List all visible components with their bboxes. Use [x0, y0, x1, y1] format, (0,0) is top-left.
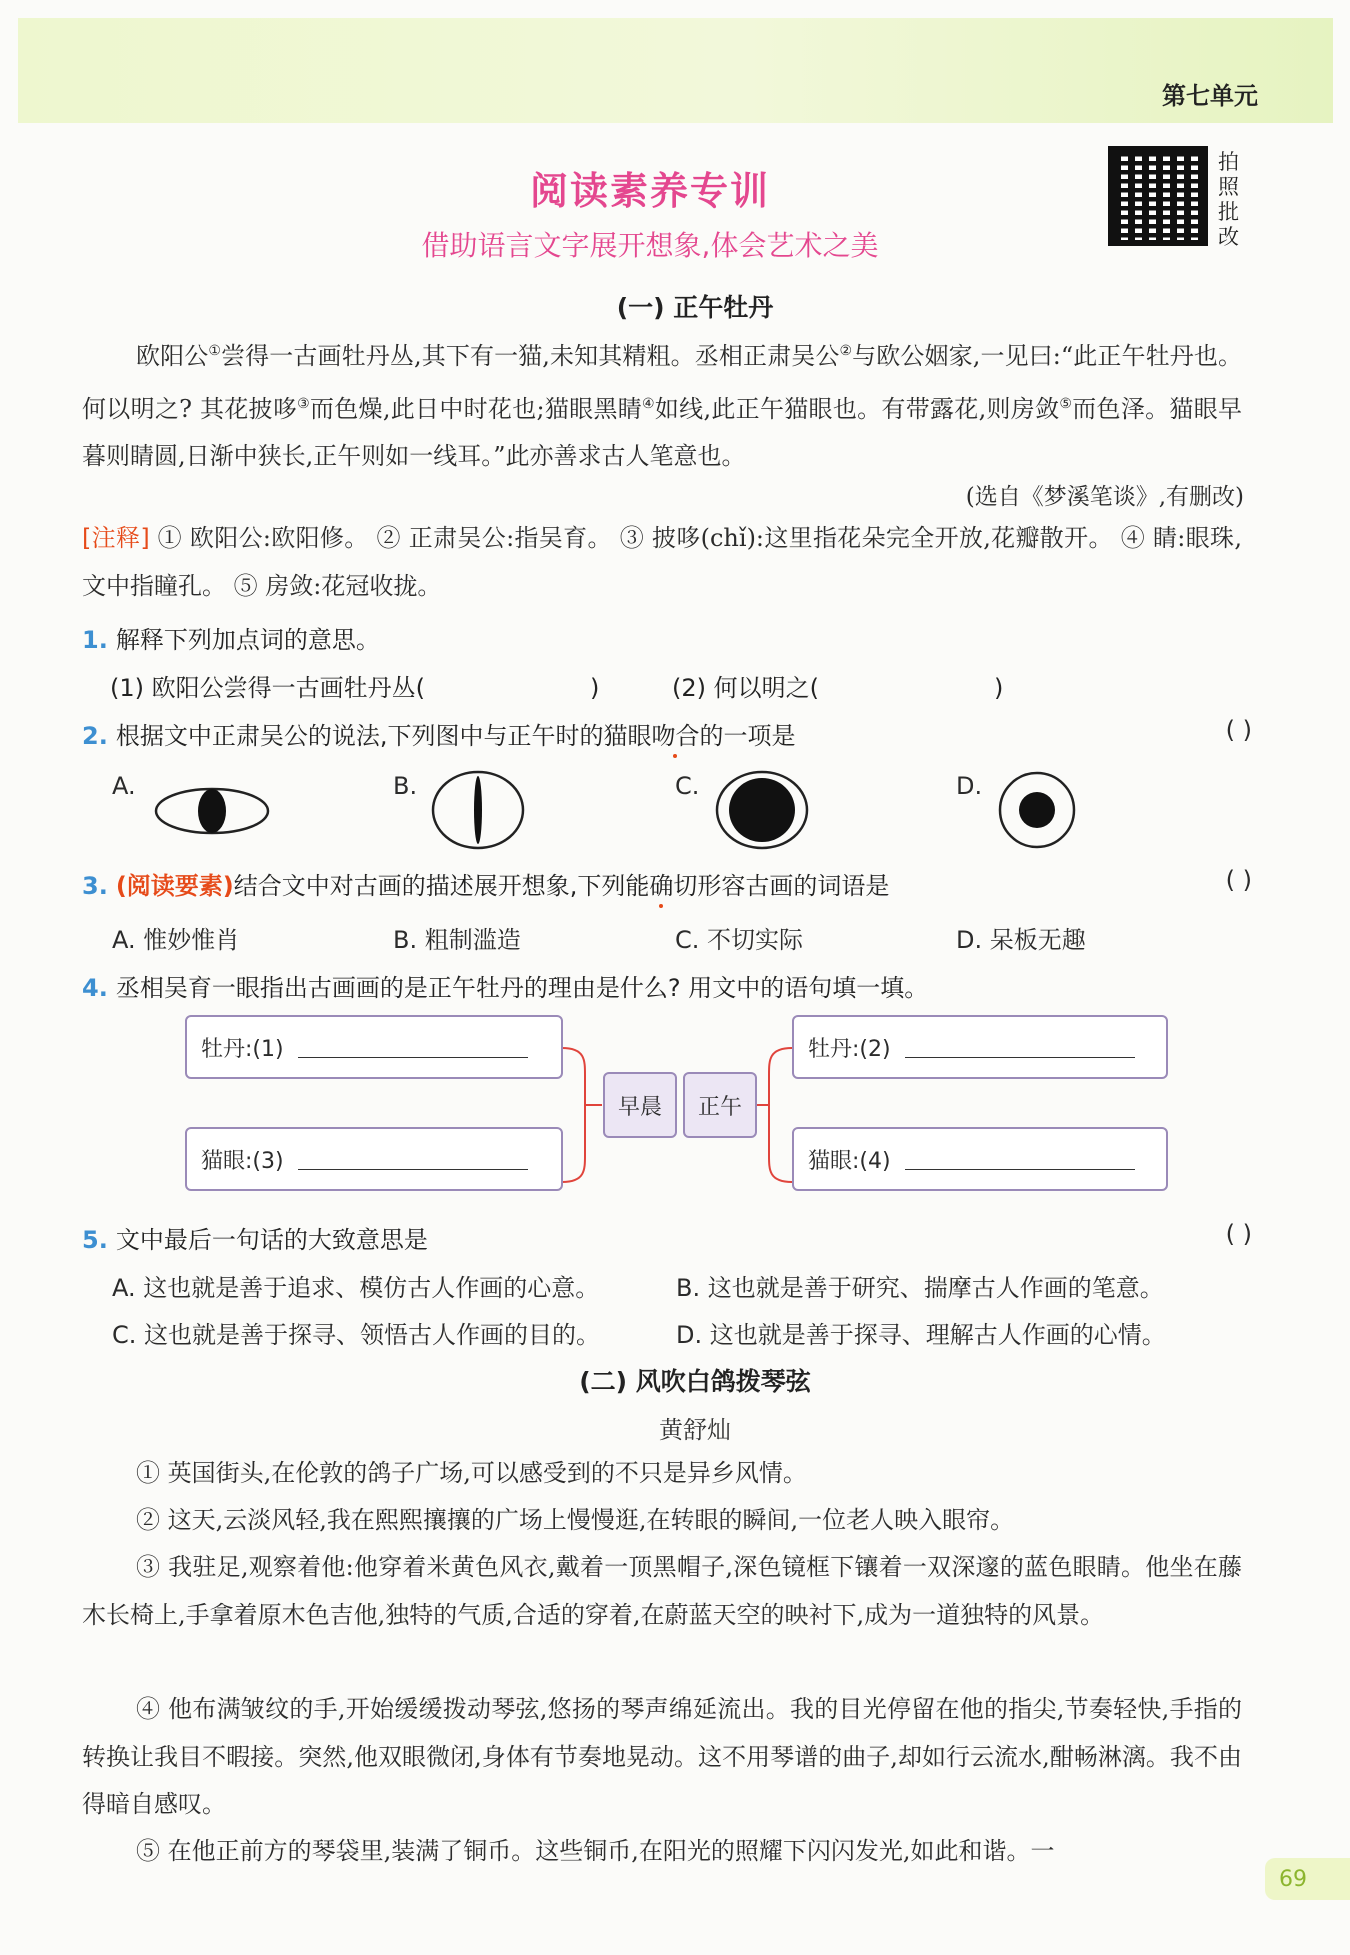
- question-3-answer[interactable]: ( ): [1225, 866, 1252, 894]
- question-5: 5. 文中最后一句话的大致意思是: [82, 1226, 428, 1254]
- cat-eye-c-icon[interactable]: [712, 765, 812, 855]
- q5-option-b[interactable]: B. 这也就是善于研究、揣摩古人作画的笔意。: [676, 1274, 1164, 1302]
- header-banner: [18, 18, 1333, 123]
- qr-caption: 拍照批改: [1218, 150, 1239, 249]
- source-citation: (选自《梦溪笔谈》,有删改): [965, 484, 1244, 510]
- q4-box-1[interactable]: 牡丹:(1): [185, 1015, 563, 1079]
- passage-2-para-4: ④ 他布满皱纹的手,开始缓缓拨动琴弦,悠扬的琴声绵延流出。我的目光停留在他的指尖,节奏轻快,手指的转换让我目不暇接。突然,他双眼微闭,身体有节奏地晃动。这不用琴谱的曲子,却如行云流水,酣畅淋漓。我不由得暗自感叹。: [82, 1695, 1242, 1818]
- q5-option-c[interactable]: C. 这也就是善于探寻、领悟古人作画的目的。: [112, 1321, 601, 1349]
- notes-text: ① 欧阳公:欧阳修。 ② 正肃吴公:指吴育。 ③ 披哆(chǐ):这里指花朵完全开放,花瓣散开。 ④ 睛:眼珠,文中指瞳孔。 ⑤ 房敛:花冠收拢。: [82, 524, 1242, 600]
- q4-blank-2[interactable]: [905, 1037, 1135, 1058]
- q4-box-2[interactable]: 牡丹:(2): [792, 1015, 1168, 1079]
- cat-eye-b-icon[interactable]: [428, 765, 528, 855]
- author: 黄舒灿: [659, 1416, 731, 1444]
- q2-option-c-label: C.: [675, 772, 700, 800]
- question-1-sub1[interactable]: (1) 欧阳公尝得一古画牡丹丛( ): [110, 674, 600, 702]
- question-1: 1. 解释下列加点词的意思。: [82, 626, 380, 654]
- question-4: 4. 丞相吴育一眼指出古画画的是正午牡丹的理由是什么? 用文中的语句填一填。: [82, 974, 929, 1002]
- q3-option-a[interactable]: A. 惟妙惟肖: [112, 926, 240, 954]
- q4-box-3[interactable]: 猫眼:(3): [185, 1127, 563, 1191]
- passage-2-para-3: ③ 我驻足,观察着他:他穿着米黄色风衣,戴着一顶黑帽子,深色镜框下镶着一双深邃的蓝色眼睛。他坐在藤木长椅上,手拿着原木色吉他,独特的气质,合适的穿着,在蔚蓝天空的映衬下,成为一道独特的风景。: [82, 1553, 1242, 1629]
- section-heading-1: (一) 正午牡丹: [616, 293, 774, 322]
- question-2-answer[interactable]: ( ): [1225, 716, 1252, 744]
- question-1-sub2[interactable]: (2) 何以明之( ): [672, 674, 1004, 702]
- question-2: 2. 根据文中正肃吴公的说法,下列图中与正午时的猫眼吻合的一项是: [82, 722, 796, 750]
- page-number: 69: [1265, 1858, 1350, 1900]
- q4-blank-1[interactable]: [298, 1037, 528, 1058]
- q3-option-c[interactable]: C. 不切实际: [675, 926, 804, 954]
- q2-option-b-label: B.: [393, 772, 418, 800]
- q4-morning-box: 早晨: [603, 1072, 677, 1138]
- q2-option-d-label: D.: [956, 772, 983, 800]
- passage-2-para-2: ② 这天,云淡风轻,我在熙熙攘攘的广场上慢慢逛,在转眼的瞬间,一位老人映入眼帘。: [136, 1506, 1015, 1534]
- notes-tag: [注释]: [82, 524, 150, 552]
- question-3: 3. (阅读要素)结合文中对古画的描述展开想象,下列能确切形容古画的词语是: [82, 872, 890, 900]
- q4-box-4[interactable]: 猫眼:(4): [792, 1127, 1168, 1191]
- page-title: 阅读素养专训: [529, 169, 770, 213]
- q4-noon-box: 正午: [683, 1072, 757, 1138]
- q3-option-d[interactable]: D. 呆板无趣: [956, 926, 1086, 954]
- q5-option-d[interactable]: D. 这也就是善于探寻、理解古人作画的心情。: [676, 1321, 1166, 1349]
- notes: [82, 515, 1242, 610]
- cat-eye-d-icon[interactable]: [995, 765, 1080, 855]
- q4-blank-4[interactable]: [905, 1149, 1135, 1170]
- passage-2-para-5: ⑤ 在他正前方的琴袋里,装满了铜币。这些铜币,在阳光的照耀下闪闪发光,如此和谐。一: [136, 1837, 1055, 1865]
- unit-label: 第七单元: [1162, 82, 1258, 110]
- question-5-answer[interactable]: ( ): [1225, 1220, 1252, 1248]
- section-heading-2: (二) 风吹白鸽拨琴弦: [579, 1367, 811, 1396]
- passage-1: 欧阳公①尝得一古画牡丹丛,其下有一猫,未知其精粗。丞相正肃吴公②与欧公姻家,一见曰:“此正午牡丹也。何以明之? 其花披哆③而色燥,此日中时花也;猫眼黑睛④如线,此正午猫眼也。有带露花,则房敛⑤而色泽。猫眼早暮则睛圆,日渐中狭长,正午则如一线耳。”此亦善求古人笔意也。: [82, 342, 1242, 470]
- q4-connector-lines: [560, 1040, 800, 1190]
- q5-option-a[interactable]: A. 这也就是善于追求、模仿古人作画的心意。: [112, 1274, 600, 1302]
- page-subtitle: 借助语言文字展开想象,体会艺术之美: [421, 229, 879, 262]
- q3-option-b[interactable]: B. 粗制滥造: [393, 926, 521, 954]
- cat-eye-a-icon[interactable]: [150, 775, 275, 847]
- q4-blank-3[interactable]: [298, 1149, 528, 1170]
- passage-2-para-1: ① 英国街头,在伦敦的鸽子广场,可以感受到的不只是异乡风情。: [136, 1459, 807, 1487]
- q2-option-a-label: A.: [112, 772, 136, 800]
